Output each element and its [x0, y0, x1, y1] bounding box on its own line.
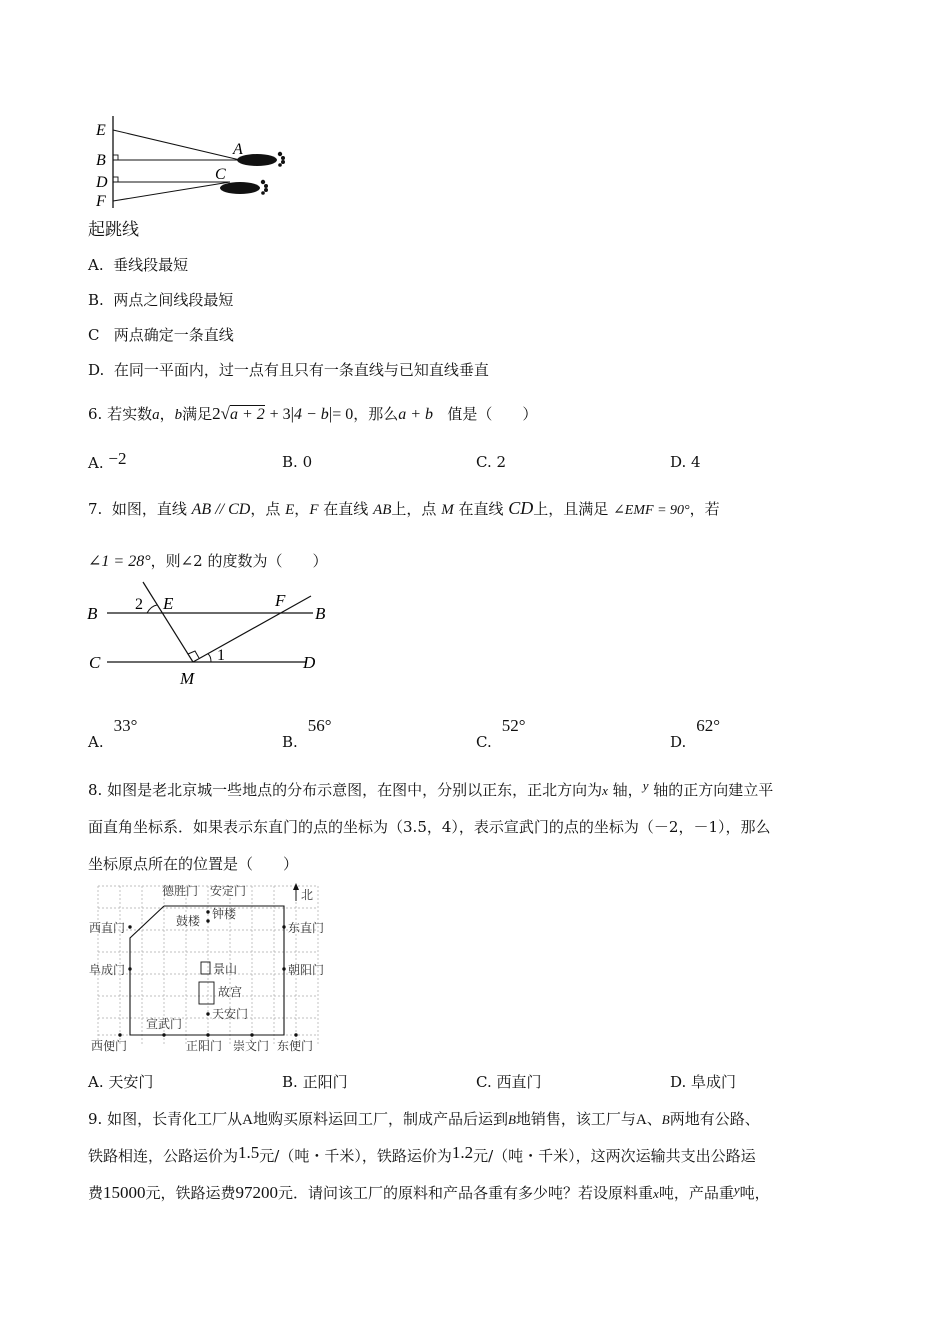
footprint-icon-upper — [237, 152, 285, 167]
option-letter: D. — [88, 361, 105, 379]
long-jump-figure — [90, 112, 300, 212]
map-label-chongwenmen: 崇文门 — [233, 1039, 270, 1053]
q8-option-d: D. 阜成门 — [670, 1073, 737, 1091]
q6-option-c: C. 2 — [476, 453, 507, 471]
question-7-line-1: 7. 如图，直线 AB // CD，点 E，F 在直线 AB上，点 M 在直线 CD上，且满足 ∠EMF = 90°，若 — [88, 498, 720, 518]
question-7-line-2: ∠1 = 28°，则∠2 的度数为（ ） — [88, 552, 328, 570]
q7-option-a: A.33° — [88, 716, 138, 751]
label-f: F — [96, 193, 106, 210]
option-letter: A. — [88, 256, 104, 274]
option-text: 两点之间线段最短 — [113, 291, 234, 309]
line-mf — [193, 596, 311, 662]
right-angle-mark-d — [113, 177, 118, 182]
map-label-xibianmen: 西便门 — [91, 1039, 128, 1053]
q6-option-a: A. −2 — [88, 449, 127, 472]
q8-option-a: A. 天安门 — [88, 1073, 154, 1091]
q7-option-d: D.62° — [670, 716, 721, 751]
question-number: 8. — [88, 781, 103, 799]
label-b-left: B — [87, 604, 98, 623]
map-label-chaoyangmen: 朝阳门 — [288, 963, 324, 977]
map-label-tiananmen: 天安门 — [212, 1007, 249, 1021]
option-text: 在同一平面内，过一点有且只有一条直线与已知直线垂直 — [113, 361, 489, 379]
map-label-xuanwumen: 宣武门 — [146, 1017, 183, 1031]
q8-option-b: B. 正阳门 — [282, 1073, 348, 1091]
q7-option-c: C.52° — [476, 716, 526, 751]
question-9-line-3: 费15000元，铁路运费97200元．请问该工厂的原料和产品各重有多少吨？若设原料重x吨，产品重y吨， — [88, 1182, 770, 1202]
label-b: B — [96, 152, 106, 169]
grid — [98, 886, 318, 1046]
map-label-zhengyangmen: 正阳门 — [186, 1039, 223, 1053]
label-1: 1 — [217, 647, 225, 664]
option-letter: C — [88, 326, 100, 344]
q5-option-d — [88, 359, 489, 380]
figure-caption: 起跳线 — [88, 220, 139, 240]
map-label-gulou: 鼓楼 — [176, 914, 201, 928]
label-a: A — [233, 141, 243, 158]
angle-1-arc — [208, 654, 211, 662]
question-number: 6. — [88, 405, 103, 423]
option-text: 两点确定一条直线 — [113, 326, 234, 344]
q5-option-c — [88, 324, 234, 345]
map-label-dongzhimen: 东直门 — [288, 921, 324, 935]
map-label-deshengmen: 德胜门 — [162, 884, 199, 898]
map-label-xizhimen: 西直门 — [89, 921, 126, 935]
north-arrow-head — [293, 883, 299, 890]
map-label-fuchengmen: 阜成门 — [89, 963, 126, 977]
segment-fc — [113, 182, 230, 201]
label-d: D — [303, 653, 316, 672]
question-9-line-2: 铁路相连，公路运价为1.5元/（吨・千米），铁路运价为1.2元/（吨・千米），这两次运输共支出公路运 — [88, 1143, 756, 1165]
gugong-marker — [199, 982, 214, 1004]
map-label-jingshan: 景山 — [213, 962, 238, 976]
label-d: D — [96, 174, 108, 191]
map-label-andingmen: 安定门 — [210, 884, 247, 898]
label-c: C — [89, 653, 101, 672]
parallel-lines-figure — [85, 578, 345, 690]
label-b-right: B — [315, 604, 326, 623]
question-9-line-1: 9. 如图，长青化工厂从A地购买原料运回工厂，制成产品后运到B地销售，该工厂与A、B两地有公路、 — [88, 1110, 760, 1128]
label-f: F — [275, 591, 286, 610]
q6-option-d: D. 4 — [670, 453, 701, 471]
beijing-map-figure — [88, 878, 324, 1058]
label-e: E — [96, 122, 106, 139]
question-number: 7. — [88, 500, 103, 518]
right-angle-mark-b — [113, 155, 118, 160]
label-2: 2 — [135, 596, 143, 613]
map-label-dongbianmen: 东便门 — [277, 1039, 314, 1053]
q8-option-c: C. 西直门 — [476, 1073, 542, 1091]
option-text: 垂线段最短 — [113, 256, 189, 274]
map-label-zhonglou: 钟楼 — [212, 907, 237, 921]
question-number: 9. — [88, 1110, 103, 1128]
question-8-line-2: 面直角坐标系．如果表示东直门的点的坐标为（3.5，4），表示宣武门的点的坐标为（－2，－1），那么 — [88, 818, 771, 836]
q7-option-b: B.56° — [282, 716, 332, 751]
q5-option-a — [88, 254, 188, 275]
option-letter: B. — [88, 291, 104, 309]
city-wall — [130, 906, 284, 1035]
jingshan-marker — [201, 962, 210, 974]
map-label-gugong: 故宫 — [218, 985, 243, 999]
segment-ea — [113, 130, 240, 160]
label-c: C — [215, 166, 226, 183]
label-e: E — [163, 594, 174, 613]
q5-option-b — [88, 289, 233, 310]
question-8-line-3: 坐标原点所在的位置是（ ） — [88, 855, 299, 873]
label-m: M — [180, 669, 195, 688]
q6-option-b: B. 0 — [282, 453, 313, 471]
map-label-north: 北 — [301, 888, 314, 902]
question-6: 6. 若实数a，b满足2√a + 2 + 3|4 − b|= 0，那么a + b 值是（ ） — [88, 404, 538, 423]
question-8-line-1: 8. 如图是老北京城一些地点的分布示意图，在图中，分别以正东，正北方向为x 轴，y 轴的正方向建立平 — [88, 778, 774, 799]
angle-2-arc — [147, 605, 157, 613]
